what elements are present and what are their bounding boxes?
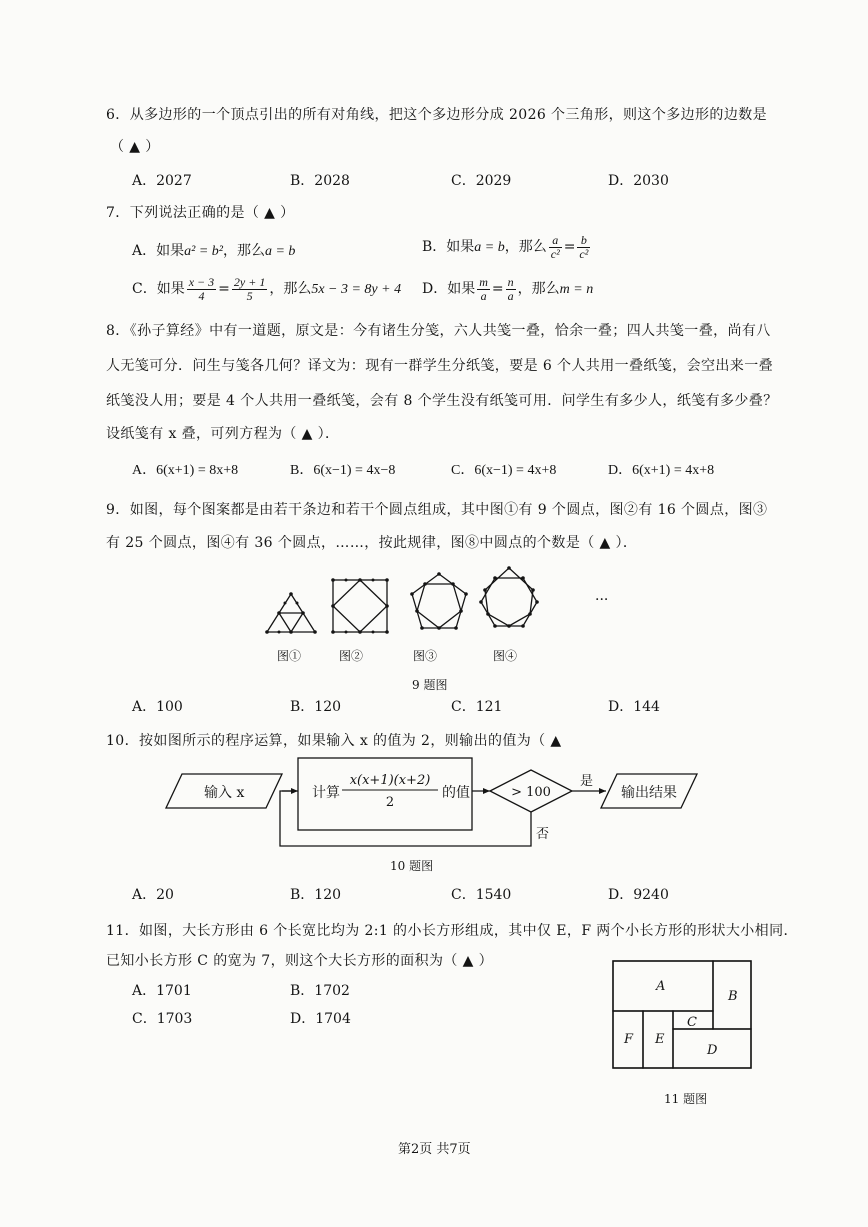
q11-stem-line1: 11．如图，大长方形由 6 个长宽比均为 2:1 的小长方形组成，其中仅 E，F 两个小长方形的形状大小相同．	[106, 923, 798, 939]
flow-no-label: 否	[536, 827, 550, 842]
q8-option-c: C．6(x−1) = 4x+8	[451, 463, 557, 478]
pattern-3-pentagon	[412, 574, 466, 628]
q10-stem: 10．按如图所示的程序运算，如果输入 x 的值为 2，则输出的值为（ ▲	[106, 733, 562, 749]
q7-a-condition: a² = b²	[184, 244, 223, 259]
flow-compute-denominator: 2	[385, 795, 395, 810]
rect-b-label: B	[728, 989, 738, 1004]
q10-option-d: D．9240	[608, 887, 669, 903]
q9-option-d: D．144	[608, 699, 660, 715]
q7-d-prefix: D．如果	[422, 281, 476, 297]
q10-option-b: B．120	[290, 887, 342, 903]
q6-option-c: C．2029	[451, 173, 512, 189]
q9-label-3: 图③	[413, 649, 438, 663]
q7-c-frac1-denominator: 4	[198, 288, 205, 303]
q8-stem-line2: 人无笺可分．问生与笺各几何？译文为：现有一群学生分纸笺，要是 6 个人共用一叠纸笺，会空出来一叠	[106, 358, 774, 374]
q7-b-fraction-left	[549, 234, 562, 260]
q7-a-conclusion: a = b	[264, 244, 296, 259]
q9-label-4: 图④	[493, 649, 518, 663]
q7-c-frac1-numerator: x − 3	[188, 274, 215, 289]
q9-label-2: 图②	[339, 649, 364, 663]
pattern-2-square	[333, 580, 387, 632]
q7-b-frac1-denominator: c²	[550, 246, 560, 261]
q7-c-prefix: C．如果	[132, 281, 185, 297]
q7-stem: 7．下列说法正确的是（ ▲ ）	[106, 205, 295, 221]
q7-b-mid: ，那么	[504, 239, 547, 255]
q8-option-d: D．6(x+1) = 4x+8	[608, 463, 715, 478]
q9-dot-patterns-figure	[255, 558, 625, 668]
flow-compute-numerator: x(x+1)(x+2)	[349, 773, 431, 788]
q11-rectangle-figure	[610, 958, 754, 1070]
page-footer: 第2页 共7页	[398, 1142, 471, 1157]
q8-stem-line3: 纸笺没人用；要是 4 个人共用一叠纸笺，会有 8 个学生没有纸笺可用．问学生有多少人，纸笺有多少叠？	[106, 393, 778, 409]
q7-b-fraction-right	[577, 234, 590, 260]
q7-b-frac1-numerator: a	[549, 234, 562, 248]
q8-option-a: A．6(x+1) = 8x+8	[132, 463, 239, 478]
rect-d-label: D	[707, 1043, 718, 1058]
q11-caption: 11 题图	[664, 1092, 708, 1106]
q7-d-frac1-numerator: m	[479, 274, 488, 289]
q7-d-mid: ，那么	[517, 281, 560, 297]
q9-caption: 9 题图	[412, 678, 448, 692]
q7-d-frac1-denominator: a	[480, 288, 487, 303]
q11-stem-line2: 已知小长方形 C 的宽为 7，则这个大长方形的面积为（ ▲ ）	[106, 953, 494, 969]
flow-compute-suffix: 的值	[442, 785, 470, 801]
pattern-1-triangle	[267, 594, 315, 632]
q7-b-frac2-numerator: b	[577, 234, 590, 248]
q7-a-prefix: A．如果	[132, 243, 185, 259]
flow-output-label: 输出结果	[621, 785, 677, 801]
q10-option-a: A．20	[132, 887, 174, 903]
q7-c-conclusion: 5x − 3 = 8y + 4	[311, 282, 402, 297]
pattern-4-hexagon	[481, 568, 537, 626]
flow-condition-label: > 100	[511, 785, 551, 800]
q10-flowchart	[160, 752, 700, 854]
rect-a-label: A	[656, 979, 666, 994]
flow-input-label: 输入 x	[204, 785, 245, 801]
q7-c-fraction-right	[232, 276, 267, 302]
q6-option-a: A．2027	[132, 173, 192, 189]
q7-option-b: B．如果a = b，那么 $\frac{a}{\text{c²}}$ = $\frac{b}{\text{c²}}$	[422, 232, 589, 261]
q6-stem-line2: （ ▲ ）	[110, 139, 160, 155]
q11-option-a: A．1701	[132, 983, 192, 999]
q9-stem-line1: 9．如图，每个图案都是由若干条边和若干个圆点组成，其中图①有 9 个圆点，图②有 16 个圆点，图③	[106, 502, 768, 518]
rect-c-label: C	[687, 1015, 697, 1030]
q7-option-c: C．如果 $\frac{x - 3}{4}$ = $\frac{2y + 1}{5}$ ，那么5x − 3 = 8y + 4	[132, 274, 402, 303]
q7-c-mid: ，那么	[269, 281, 312, 297]
rect-e-label: E	[655, 1032, 665, 1047]
q6-option-b: B．2028	[290, 173, 350, 189]
q7-c-fraction-left	[187, 276, 216, 302]
q7-b-frac2-denominator: c²	[579, 246, 589, 261]
q7-a-mid: ，那么	[222, 243, 265, 259]
q9-option-c: C．121	[451, 699, 503, 715]
rect-f-label: F	[624, 1032, 634, 1047]
q9-stem-line2: 有 25 个圆点，图④有 36 个圆点，……，按此规律，图⑧中圆点的个数是（ ▲ ）．	[106, 535, 638, 551]
q8-stem-line1: 8．《孙子算经》中有一道题，原文是：今有诸生分笺，六人共笺一叠，恰余一叠；四人共笺一叠，尚有八	[106, 323, 771, 339]
q10-caption: 10 题图	[390, 859, 434, 873]
q7-option-a	[132, 240, 295, 260]
flow-compute-prefix: 计算	[312, 785, 340, 801]
q7-b-condition: a = b	[474, 240, 505, 255]
q7-d-fraction-right	[506, 276, 516, 302]
q7-d-fraction-left	[477, 276, 490, 302]
q10-option-c: C．1540	[451, 887, 512, 903]
q7-d-frac2-numerator: n	[507, 274, 514, 289]
q9-option-b: B．120	[290, 699, 342, 715]
q7-option-d: D．如果 $\frac{m}{a}$ = $\frac{n}{a}$ ，那么m = n	[422, 274, 594, 303]
q8-stem-line4: 设纸笺有 x 叠，可列方程为（ ▲ ）．	[106, 426, 340, 442]
q7-d-conclusion: m = n	[559, 282, 594, 297]
q7-c-frac2-denominator: 5	[246, 288, 253, 303]
q6-option-d: D．2030	[608, 173, 669, 189]
q8-option-b: B．6(x−1) = 4x−8	[290, 463, 396, 478]
q7-c-frac2-numerator: 2y + 1	[233, 274, 266, 289]
q9-ellipsis: ···	[595, 592, 609, 608]
q7-b-prefix: B．如果	[422, 239, 475, 255]
flow-yes-label: 是	[580, 774, 594, 789]
q7-d-frac2-denominator: a	[507, 288, 514, 303]
outer-rectangle	[613, 961, 751, 1068]
q6-stem-line1: 6．从多边形的一个顶点引出的所有对角线，把这个多边形分成 2026 个三角形，则这个多边形的边数是	[106, 107, 768, 123]
q9-option-a: A．100	[132, 699, 183, 715]
q11-option-c: C．1703	[132, 1011, 193, 1027]
q11-option-d: D．1704	[290, 1011, 351, 1027]
q11-option-b: B．1702	[290, 983, 350, 999]
q9-label-1: 图①	[277, 649, 302, 663]
